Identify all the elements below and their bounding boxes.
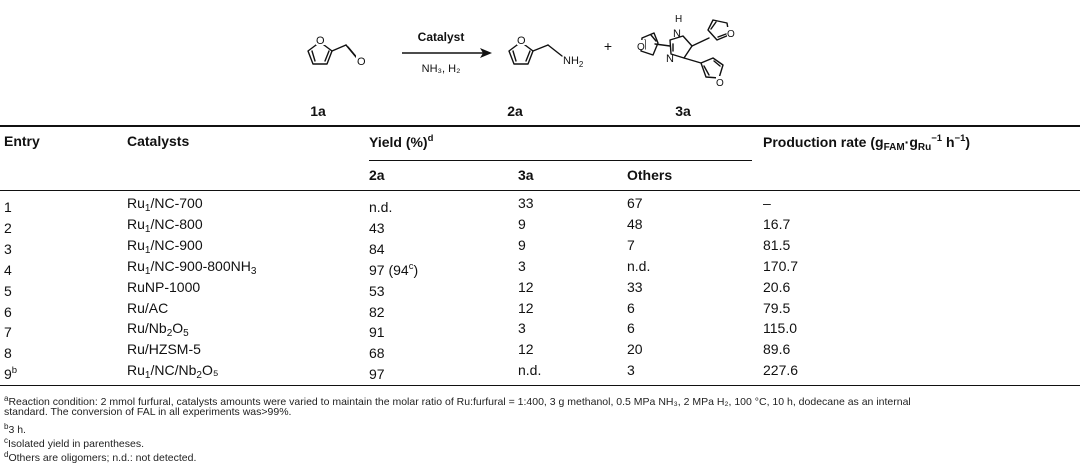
cell-catalyst: Ru/HZSM-5 (127, 341, 201, 357)
cell-yield-3a: 12 (518, 300, 534, 316)
plus-sign: + (603, 38, 613, 54)
cell-catalyst: $Ru/Nb_2O_5$ (127, 320, 189, 339)
cell-entry: 3 (4, 241, 12, 257)
reaction-arrow (402, 48, 492, 58)
cell-catalyst: $Ru_1/NC-700$ (127, 195, 203, 214)
cell-yield-others: 33 (627, 279, 643, 295)
footnote-d: $^d$Others are oligomers; n.d.: not detected. (4, 450, 197, 464)
header-entry: Entry (4, 133, 40, 149)
cell-production-rate: 89.6 (763, 341, 791, 357)
cell-entry: 5 (4, 283, 12, 299)
cell-yield-3a: 9 (518, 216, 526, 232)
cell-yield-others: n.d. (627, 258, 651, 274)
compound-label-2a: 2a (507, 103, 523, 119)
cell-yield-2a: 97 (369, 366, 385, 382)
n-label: N (666, 53, 674, 65)
cell-yield-others: 48 (627, 216, 643, 232)
cell-yield-2a: n.d. (369, 199, 393, 215)
cell-yield-3a: 12 (518, 279, 534, 295)
compound-label-3a: 3a (675, 103, 691, 119)
cell-entry: 4 (4, 262, 12, 278)
cell-production-rate: 20.6 (763, 279, 791, 295)
cell-production-rate: 16.7 (763, 216, 791, 232)
cell-yield-2a: 53 (369, 283, 385, 299)
header-production-rate: Production rate ($g_{FAM}\cdot g_{Ru}^{-1}$ $h^{-1}$) (763, 133, 971, 153)
cell-yield-3a: 3 (518, 320, 526, 336)
cell-catalyst: $Ru_1/NC/Nb_2O_5$ (127, 362, 219, 381)
cell-production-rate: – (763, 195, 771, 211)
oxygen-label: O (357, 56, 366, 68)
cell-production-rate: 115.0 (763, 320, 797, 336)
compound-label-1a: 1a (310, 103, 326, 119)
cell-yield-others: 20 (627, 341, 643, 357)
cell-production-rate: 79.5 (763, 300, 791, 316)
table-top-rule (0, 125, 1080, 127)
footnote-a-continued: standard. The conversion of FAL in all experiments was>99%. (4, 406, 292, 418)
imidazoline-structure (641, 20, 729, 78)
nh-label: N (673, 28, 681, 40)
cell-catalyst: $Ru_1/NC-800$ (127, 216, 203, 235)
yield-span-rule (369, 160, 752, 161)
table-bottom-rule (0, 385, 1080, 386)
footnote-a: $^a$Reaction condition: 2 mmol furfural, catalysts amounts were varied to maintain the molar ratio of Ru:furfural = 1:400, 3 g methanol, 0.5 MPa NH₃, 2 MPa H₂, 100 °C, 10 h, dodecane as an internal (4, 394, 911, 408)
cell-yield-others: 6 (627, 320, 635, 336)
cell-production-rate: 227.6 (763, 362, 799, 378)
header-3a: 3a (518, 167, 534, 183)
cell-yield-3a: 12 (518, 341, 534, 357)
cell-production-rate: 170.7 (763, 258, 799, 274)
cell-yield-2a: 43 (369, 220, 385, 236)
cell-catalyst: $Ru_1/NC-900-800NH_3$ (127, 258, 257, 277)
cell-yield-3a: n.d. (518, 362, 542, 378)
cell-entry: 9$^b$ (4, 365, 18, 382)
footnote-b: $^b$3 h. (4, 422, 26, 436)
nh2-label: $NH_2$ (563, 55, 584, 69)
cell-yield-3a: 3 (518, 258, 526, 274)
header-others: Others (627, 167, 673, 183)
cell-entry: 1 (4, 199, 12, 215)
cell-yield-others: 7 (627, 237, 635, 253)
footnote-c: $^c$Isolated yield in parentheses. (4, 436, 145, 450)
cell-yield-2a: 84 (369, 241, 385, 257)
cell-entry: 8 (4, 345, 12, 361)
cell-entry: 7 (4, 324, 12, 340)
oxygen-label: O (316, 35, 325, 47)
cell-catalyst: $Ru_1/NC-900$ (127, 237, 203, 256)
cell-yield-2a: 68 (369, 345, 385, 361)
cell-production-rate: 81.5 (763, 237, 791, 253)
reagent-catalyst: Catalyst (417, 30, 465, 44)
table-header-rule (0, 190, 1080, 191)
cell-entry: 6 (4, 304, 12, 320)
cell-entry: 2 (4, 220, 12, 236)
cell-yield-2a: 91 (369, 324, 385, 340)
oxygen-label: O (716, 78, 724, 89)
header-2a: 2a (369, 167, 385, 183)
cell-yield-others: 3 (627, 362, 635, 378)
oxygen-label: O (727, 29, 735, 40)
cell-yield-2a: 97 (94$^c$) (369, 261, 419, 278)
cell-yield-3a: 9 (518, 237, 526, 253)
oxygen-label: O (637, 42, 645, 53)
reaction-scheme (0, 0, 1080, 122)
cell-catalyst: Ru/AC (127, 300, 169, 316)
cell-yield-others: 6 (627, 300, 635, 316)
header-yield: Yield (%)$^d$ (369, 133, 434, 150)
cell-yield-2a: 82 (369, 304, 385, 320)
h-label: H (675, 14, 683, 25)
oxygen-label: O (517, 35, 526, 47)
reagent-nh3-h2: NH₃, H₂ (421, 63, 461, 75)
cell-yield-others: 67 (627, 195, 643, 211)
header-catalysts: Catalysts (127, 133, 190, 149)
cell-catalyst: RuNP-1000 (127, 279, 201, 295)
cell-yield-3a: 33 (518, 195, 534, 211)
